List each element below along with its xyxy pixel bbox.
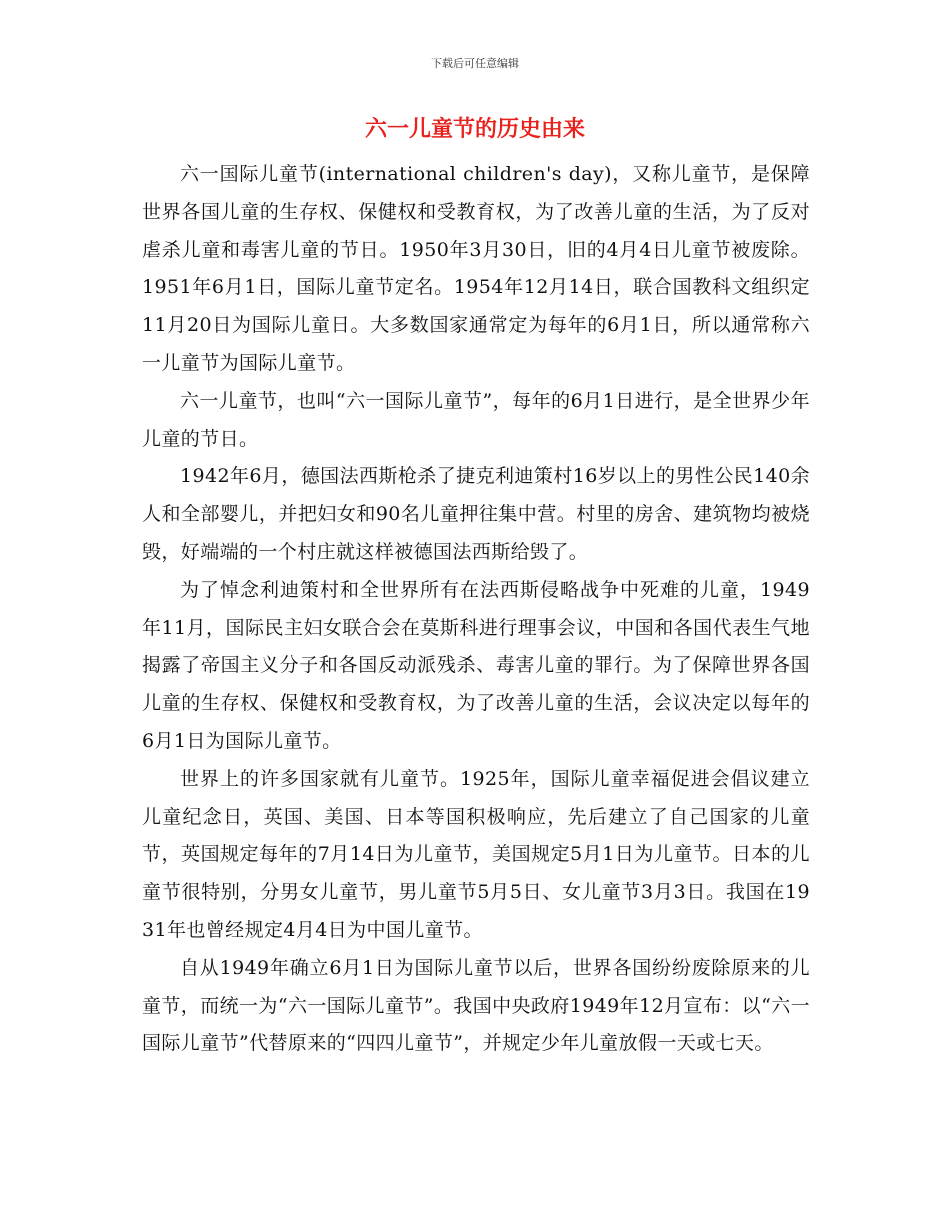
document-body (142, 156, 810, 1063)
paragraph-other-countries: 世界上的许多国家就有儿童节。1925年，国际儿童幸福促进会倡议建立儿童纪念日，英国、美国、日本等国积极响应，先后建立了自己国家的儿童节，英国规定每年的7月14日为儿童节，美国规定5月1日为儿童节。日本的儿童节很特别，分男女儿童节，男儿童节5月5日、女儿童节3月3日。我国在1931年也曾经规定4月4日为中国儿童节。 (142, 767, 810, 941)
paragraph-unification: 自从1949年确立6月1日为国际儿童节以后，世界各国纷纷废除原来的儿童节，而统一为“六一国际儿童节”。我国中央政府1949年12月宣布：以“六一国际儿童节”代替原来的“四四儿童节”，并规定少年儿童放假一天或七天。 (142, 956, 810, 1055)
paragraph-june-first: 六一儿童节，也叫“六一国际儿童节”，每年的6月1日进行，是全世界少年儿童的节日。 (142, 389, 810, 450)
paragraph-lidice-1942: 1942年6月，德国法西斯枪杀了捷克利迪策村16岁以上的男性公民140余人和全部婴儿，并把妇女和90名儿童押往集中营。村里的房舍、建筑物均被烧毁，好端端的一个村庄就这样被德国法西斯给毁了。 (142, 465, 810, 563)
header-note: 下载后可任意编辑 (431, 57, 519, 70)
paragraph-intro: 六一国际儿童节(international children's day)，又称儿童节，是保障世界各国儿童的生存权、保健权和受教育权，为了改善儿童的生活，为了反对虐杀儿童和毒害儿童的节日。1950年3月30日，旧的4月4日儿童节被废除。1951年6月1日，国际儿童节定名。1954年12月14日，联合国教科文组织定11月20日为国际儿童日。大多数国家通常定为每年的6月1日，所以通常称六一儿童节为国际儿童节。 (142, 163, 810, 374)
paragraph-1949-meeting: 为了悼念利迪策村和全世界所有在法西斯侵略战争中死难的儿童，1949年11月，国际民主妇女联合会在莫斯科进行理事会议，中国和各国代表生气地揭露了帝国主义分子和各国反动派残杀、毒害儿童的罪行。为了保障世界各国儿童的生存权、保健权和受教育权，为了改善儿童的生活，会议决定以每年的6月1日为国际儿童节。 (142, 578, 810, 752)
document-title: 六一儿童节的历史由来 (364, 117, 585, 142)
